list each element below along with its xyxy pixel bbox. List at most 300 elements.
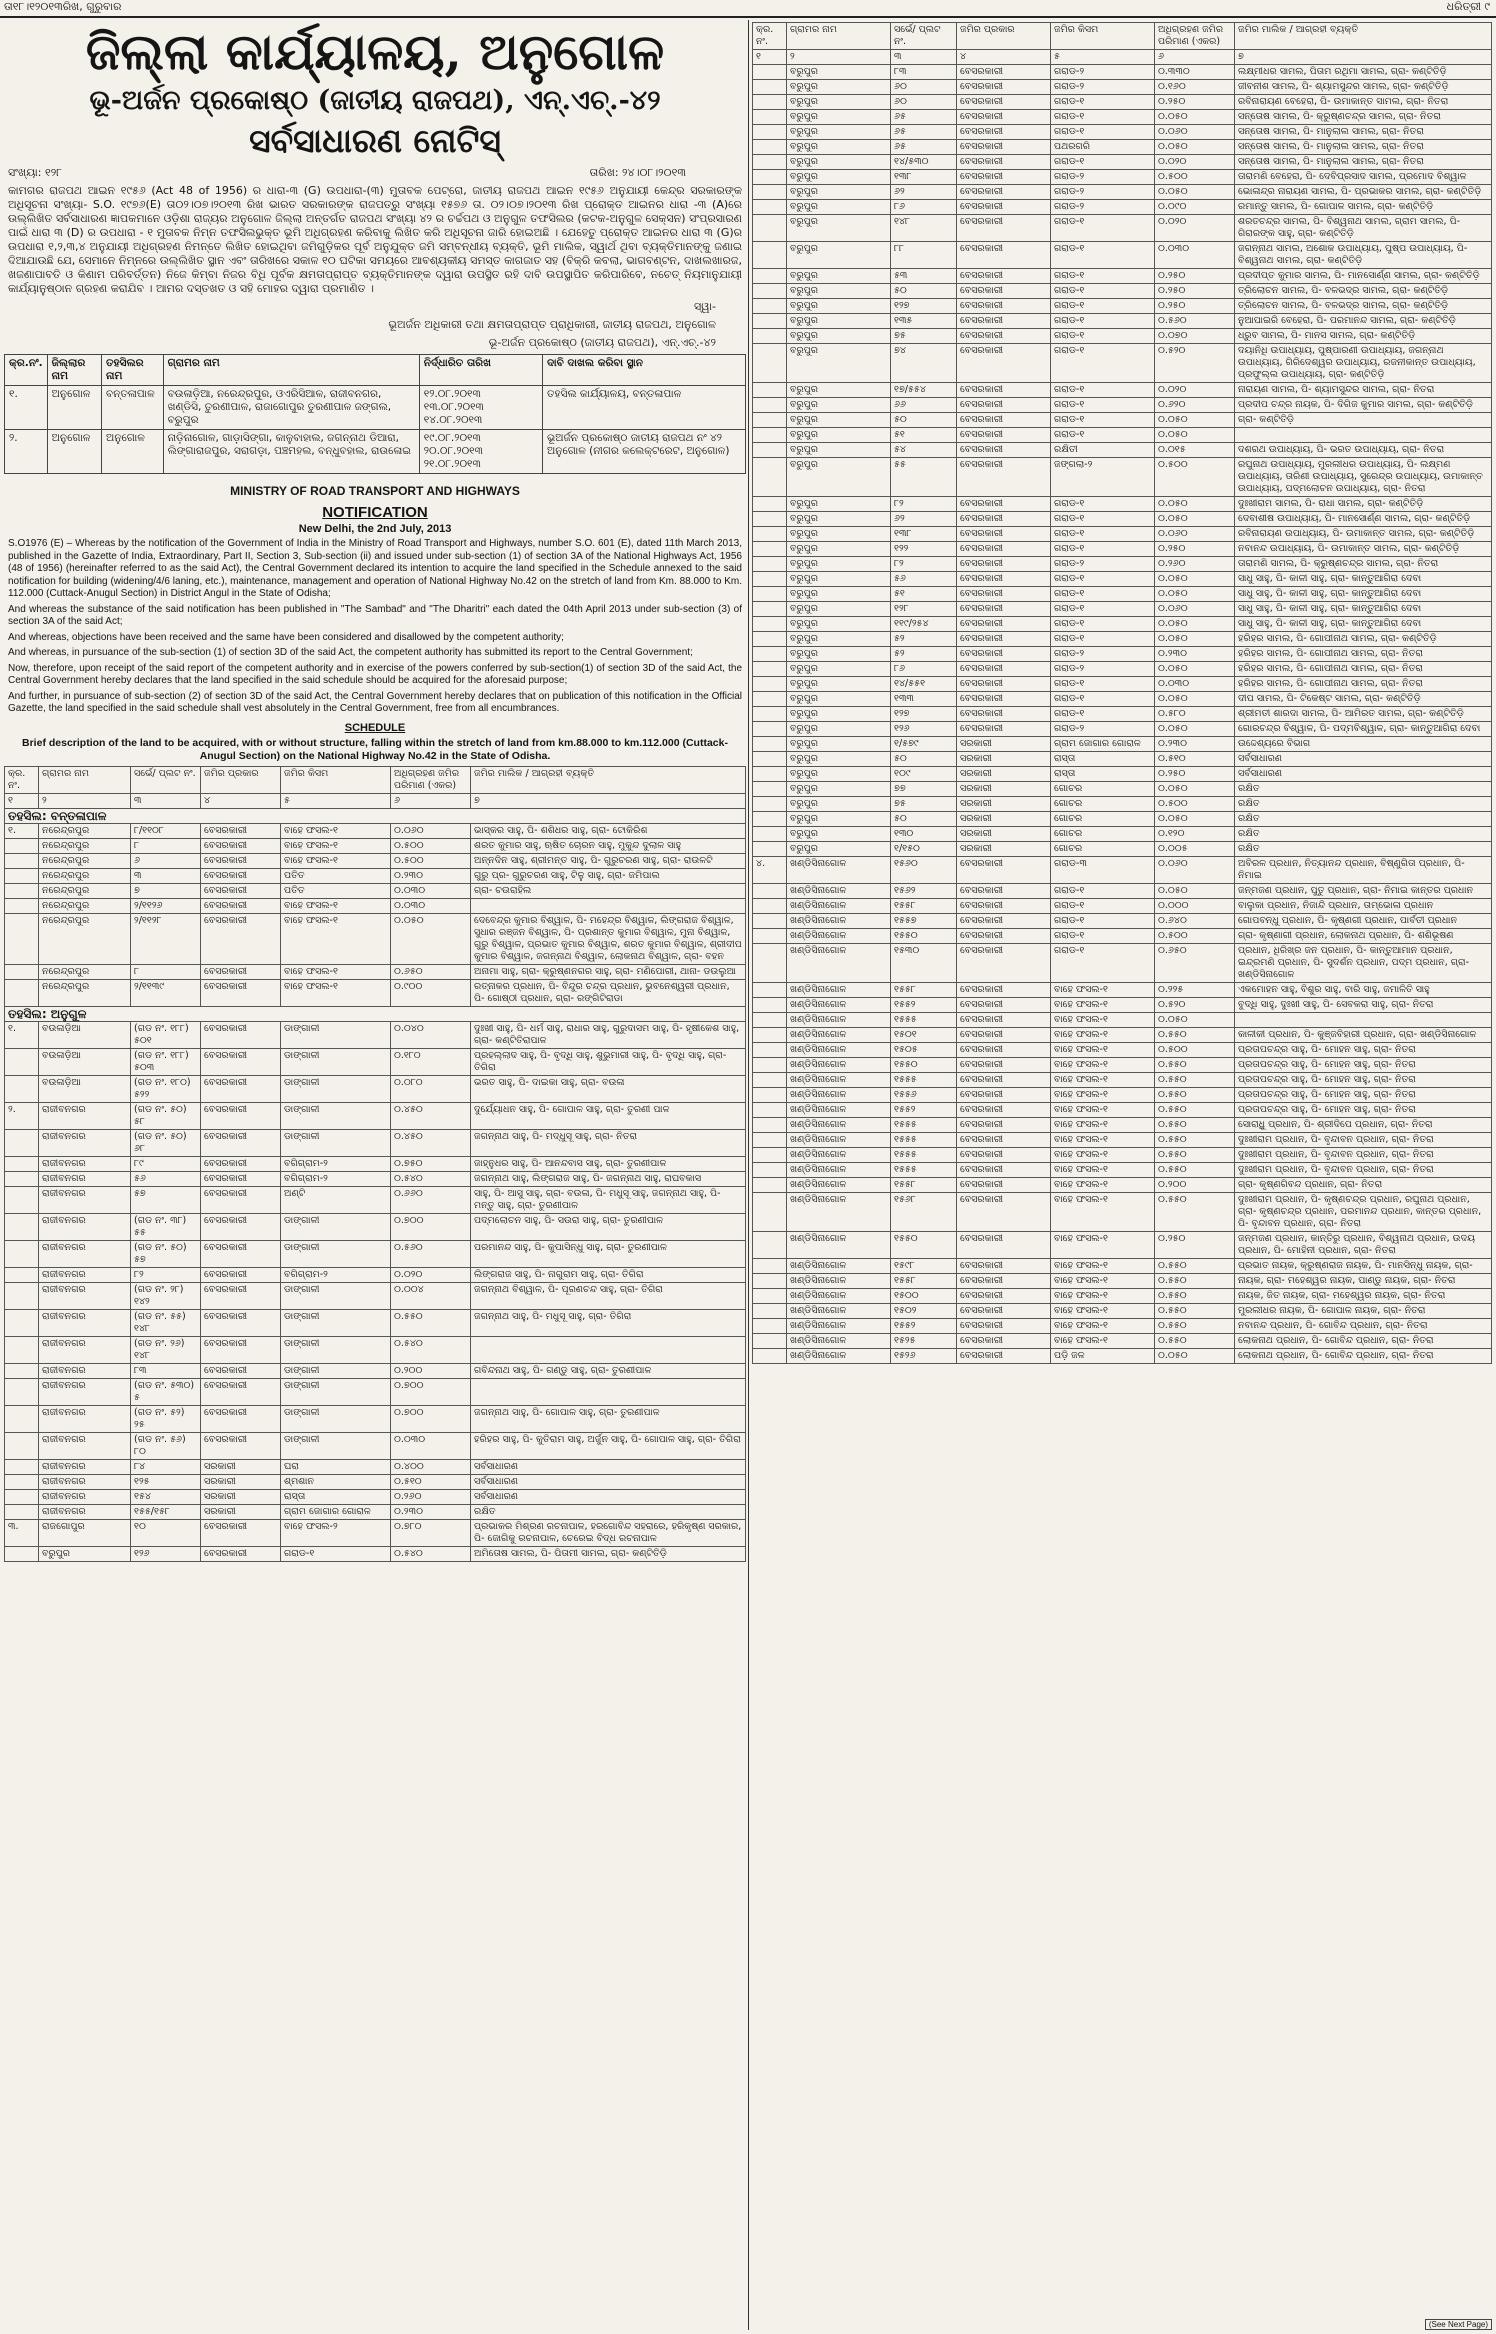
- table-cell: ଏକମୋହନ ସାହୁ, ବିଶୁର ସାହୁ, ବାରି ସାହୁ, ଜମାଳିତି ସାହୁ: [1235, 983, 1492, 998]
- table-cell: [753, 884, 787, 899]
- table-row: [753, 722, 1492, 737]
- table-row: [5, 1129, 746, 1156]
- table-cell: ବେସରକାରୀ: [957, 857, 1051, 884]
- table-cell: ୬୦: [891, 95, 957, 110]
- table-cell: ୨/୧୧୨୮: [131, 913, 201, 964]
- table-cell: ବାହେ ଫସଲ-୧: [1051, 1178, 1155, 1193]
- table-row: [753, 857, 1492, 884]
- table-cell: ୧୫୫/୧୫୮: [131, 1504, 201, 1519]
- table-cell: ୦.୫୨୦: [1155, 344, 1235, 383]
- table-cell: ୦.୦୫୦: [1155, 572, 1235, 587]
- table-cell: ଗରାଡ-୨: [1051, 200, 1155, 215]
- table-cell: ୧୫୫୮: [891, 1274, 957, 1289]
- table-cell: [5, 1267, 39, 1282]
- table-cell: ବେସରକାରୀ: [957, 1028, 1051, 1043]
- table-cell: ୮୩: [131, 1363, 201, 1378]
- table-row: [753, 110, 1492, 125]
- table-cell: ୭୫: [891, 329, 957, 344]
- table-cell: ସାହୁ, ପି- ଆସୁ ସାହୁ, ଗ୍ରା- ବଉଳା, ପି- ମଧୁସୂ ସାହୁ, ଜଗନ୍ନାଥ ସାହୁ, ପି- ମନ୍ତୁ ସାହୁ, ଗ୍ରା- ତୁରଣୀପାଳ: [471, 1186, 746, 1213]
- hearing-cell: ୧.: [5, 386, 48, 430]
- table-cell: [753, 752, 787, 767]
- table-cell: [753, 1193, 787, 1232]
- table-cell: ସନ୍ତୋଷ ସାମଲ, ପି- କ୍ରୁଷ୍ଣଚନ୍ଦ୍ର ସାମଲ, ଗ୍ରା- ନିତରା: [1235, 110, 1492, 125]
- table-cell: ୦.୫୬୦: [1155, 314, 1235, 329]
- table-cell: ୧୫୫୬: [891, 1088, 957, 1103]
- table-cell: ରାସ୍ତା: [1051, 767, 1155, 782]
- table-cell: ଗରାଡ-୨: [1051, 647, 1155, 662]
- table-cell: ବାହେ ଫସଲ-୧: [281, 913, 391, 964]
- table-cell: ବେସରକାରୀ: [957, 497, 1051, 512]
- table-cell: [5, 1048, 39, 1075]
- table-cell: ୦.୦୭୦: [1155, 329, 1235, 344]
- table-cell: [753, 1103, 787, 1118]
- table-cell: ବେସରକାରୀ: [201, 1432, 281, 1459]
- table-cell: ବରୁପୁର: [787, 344, 891, 383]
- schedule-heading: SCHEDULE: [344, 721, 406, 734]
- table-cell: ବେସରକାରୀ: [201, 1282, 281, 1309]
- table-cell: ପତିତ: [281, 868, 391, 883]
- table-cell: ୧.: [5, 823, 39, 838]
- table-cell: ବେସରକାରୀ: [201, 1102, 281, 1129]
- table-row: [753, 185, 1492, 200]
- table-cell: ଖଣ୍ଡିସିନାଗୋଳ: [787, 1349, 891, 1364]
- table-cell: ବରୁପୁର: [787, 827, 891, 842]
- table-cell: (ଗଡ ନଂ. ୫୨) ୨୫: [131, 1405, 201, 1432]
- table-cell: ବେସରକାରୀ: [957, 944, 1051, 983]
- table-cell: ୦.୫୫୦: [1155, 1334, 1235, 1349]
- table-cell: ବେସରକାରୀ: [957, 95, 1051, 110]
- table-cell: [5, 853, 39, 868]
- table-row: [753, 542, 1492, 557]
- table-cell: ସର୍ବସାଧାରଣ: [1235, 767, 1492, 782]
- table-cell: ୦.୦୬୦: [391, 823, 471, 838]
- table-cell: ରାଜୀବନଗର: [39, 1156, 131, 1171]
- table-cell: ବେସରକାରୀ: [201, 1240, 281, 1267]
- table-cell: [753, 110, 787, 125]
- table-row: [5, 1240, 746, 1267]
- table-cell: ବେସରକାରୀ: [957, 185, 1051, 200]
- table-cell: ୦.୫୫୦: [1155, 1118, 1235, 1133]
- hearing-cell: ଅନୁଗୋଳ: [47, 386, 101, 430]
- table-cell: ଗରାଡ-୧: [1051, 572, 1155, 587]
- table-cell: ଗୋଚର: [1051, 797, 1155, 812]
- table-cell: ଜୀବନୀଶ ସାମଲ, ପି- ଶ୍ୟାମସୁନ୍ଦର ସାମଲ, ଗ୍ରା- କଣ୍ଟିତିଡ଼ି: [1235, 80, 1492, 95]
- table-cell: [753, 602, 787, 617]
- table-cell: ୧୪/୫୫୧: [891, 677, 957, 692]
- table-cell: ଗରାଡ-୧: [1051, 707, 1155, 722]
- table-cell: ଦଶରଥ ଉପାଧ୍ୟାୟ, ପି- ଭରତ ଉପାଧ୍ୟାୟ, ଗ୍ରା- ନିତରା: [1235, 443, 1492, 458]
- table-cell: ବେସରକାରୀ: [957, 884, 1051, 899]
- table-cell: [753, 1088, 787, 1103]
- table-cell: ଗୁରୁ ପ୍ର- ଗୁରୁଚରଣ ସାହୁ, ଟିଳୁ ସାହୁ, ଗ୍ରା- ଜମିପାଲ: [471, 868, 746, 883]
- table-cell: ୦.୫୫୦: [1155, 1304, 1235, 1319]
- table-cell: (ଗଡ ନଂ. ୧୮୮) ୫୦୩: [131, 1048, 201, 1075]
- table-cell: [753, 125, 787, 140]
- table-cell: ୧୩୮: [891, 527, 957, 542]
- table-cell: ୧୫୫୫: [891, 1118, 957, 1133]
- table-cell: ଅବିରଳ ପ୍ରଧାନ, ନିତ୍ୟାନନ୍ଦ ପ୍ରଧାନ, ବିଷ୍ଣୁଗିତା ପ୍ରଧାନ, ପି- ନିମାଇ: [1235, 857, 1492, 884]
- table-cell: ଅନାମା ସାହୁ, ଗ୍ରା- କ୍ରୁଷ୍ଣନଗର ସାହୁ, ଗ୍ରା- ମଣିପୋରୀ, ଥାନା- ଡଉଲୁଆ: [471, 964, 746, 979]
- table-cell: ୦.୫୦୦: [391, 838, 471, 853]
- table-cell: ବାହେ ଫସଲ-୧: [1051, 998, 1155, 1013]
- table-cell: ୧୫୬୨: [891, 884, 957, 899]
- notification-p2: And whereas the substance of the said notification has been published in "The Sambad" and "The Dharitri" each dated the 04th April 2013 under sub-section (3) of section 3A of the said Act;: [8, 603, 742, 627]
- table-cell: ୧୫୫୫: [891, 1133, 957, 1148]
- table-cell: [5, 838, 39, 853]
- table-cell: ବେସରକାରୀ: [957, 428, 1051, 443]
- table-cell: ପ୍ରଭାତ ନାୟକ, କ୍ରୁଷ୍ଣରାଜ ନାୟକ, ପି- ମାନସିନ୍ଧୁ ନାୟକ, ଗ୍ରା-: [1235, 1259, 1492, 1274]
- table-cell: ବେସରକାରୀ: [957, 692, 1051, 707]
- table-cell: ଜଗନ୍ନାଥ ସାହୁ, ପି- ମଦ୍ଧୁସୂ ସାହୁ, ଗ୍ରା- ନିତରା: [471, 1129, 746, 1156]
- table-row: [753, 1148, 1492, 1163]
- table-cell: ୧୫୫୦: [891, 1232, 957, 1259]
- table-cell: ଡାଙ୍ଗାଳୀ: [281, 1102, 391, 1129]
- table-cell: ସର୍ବସାଧାରଣ: [471, 1474, 746, 1489]
- table-cell: ଦୁଃଖୀରାମ ପ୍ରଧାନ, ପି- ବୃନ୍ଦାବନ ପ୍ରଧାନ, ଗ୍ରା- ନିତରା: [1235, 1133, 1492, 1148]
- table-row: [753, 413, 1492, 428]
- table-cell: [753, 557, 787, 572]
- table-cell: ବେସରକାରୀ: [957, 707, 1051, 722]
- table-cell: ରାଜୀବନଗର: [39, 1129, 131, 1156]
- table-cell: ବେସରକାରୀ: [957, 527, 1051, 542]
- table-row: [753, 284, 1492, 299]
- table-cell: ଗ୍ରାମ ଜୋଗାର ଗୋରାଳ: [1051, 737, 1155, 752]
- table-cell: (ଗଡ ନଂ. ୫୬) ୮୦: [131, 1432, 201, 1459]
- table-cell: ୦.୨୬୦: [1155, 557, 1235, 572]
- table-cell: ୫୦: [891, 812, 957, 827]
- hearing-cell: ୧୯.୦୮.୨୦୧୩ ୨୦.୦୮.୨୦୧୩ ୨୧.୦୮.୨୦୧୩: [419, 430, 542, 474]
- column-divider: [748, 20, 749, 2330]
- table-row: [5, 1171, 746, 1186]
- table-cell: ବେସରକାରୀ: [957, 155, 1051, 170]
- table-cell: ୦.୦୫୦: [1155, 497, 1235, 512]
- hearing-body: [5, 386, 746, 474]
- table-row: [753, 647, 1492, 662]
- table-cell: ୦.୦୩୦: [391, 898, 471, 913]
- table-cell: ୧୫୦୫: [891, 1043, 957, 1058]
- table-cell: ୧୫୫୫: [891, 1148, 957, 1163]
- signature-line1: ଭୂଅର୍ଜନ ଅଧିକାରୀ ତଥା କ୍ଷମତାପ୍ରାପ୍ତ ପ୍ରାଧିକାରୀ, ଜାତୀୟ ରାଜପଥ, ଅନୁଗୋଳ: [388, 318, 716, 331]
- table-cell: ଶରତଚନ୍ଦ୍ର ସାମଲ, ପି- ବିଶ୍ୱନାଥ ସାମଲ, ଗ୍ରାମ ସାମଲ, ପି- ଗିରାରଙ୍କ ସାହୁ, ଗ୍ରା- କଣ୍ଟିତିଡ଼ି: [1235, 215, 1492, 242]
- table-cell: [753, 998, 787, 1013]
- table-row: [753, 344, 1492, 383]
- table-row: [753, 899, 1492, 914]
- table-cell: ୧.: [5, 1021, 39, 1048]
- table-cell: ସନ୍ତୋଷ ସାମଲ, ପି- ମାନୁଲାଲ ସାମଲ, ଗ୍ରା- ନିତରା: [1235, 155, 1492, 170]
- table-cell: [5, 1129, 39, 1156]
- table-cell: [5, 1363, 39, 1378]
- table-cell: ରତ୍ନାକର ପ୍ରଧାନ, ପି- ବିନ୍ଦୁର ଚନ୍ଦ୍ର ପ୍ରଧାନ, ଭୁବନେଶ୍ୱରୀ ପ୍ରଧାନ, ପି- ଗୋଷ୍ଠୀ ପ୍ରଧାନ, ଗ୍ରା- ରଙ୍ଗିଟିରାଡା: [471, 979, 746, 1006]
- table-cell: ୦.୨୩୦: [391, 868, 471, 883]
- table-cell: ବାହେ ଫସଲ-୧: [1051, 1133, 1155, 1148]
- table-row: [753, 1274, 1492, 1289]
- table-row: [753, 1259, 1492, 1274]
- table-cell: [753, 1028, 787, 1043]
- table-cell: ବଗିଗ୍ରାମ-୨: [281, 1171, 391, 1186]
- table-cell: ସାଧୁ ସାହୁ, ପି- କାଳୀ ସାହୁ, ଗ୍ରା- କାନ୍ତୁଆଗିରା ଦେବା: [1235, 587, 1492, 602]
- table-cell: ବେସରକାରୀ: [957, 557, 1051, 572]
- table-cell: ୦.୫୫୦: [1155, 1148, 1235, 1163]
- table-cell: ଗ୍ରା- କୃଷ୍ଣଗିବନ୍ଦ ପ୍ରଧାନ, ଗ୍ରା- ନିତରା: [1235, 1178, 1492, 1193]
- table-cell: [5, 1309, 39, 1336]
- table-cell: [471, 1336, 746, 1363]
- table-cell: ୦.୦୫୦: [1155, 884, 1235, 899]
- table-cell: ନାୟକ, ଜିତ ନାୟକ, ଗ୍ରା- ମହେଶ୍ୱର ନାୟକ, ଗ୍ରା- ନିତରା: [1235, 1289, 1492, 1304]
- table-cell: ବେସରକାରୀ: [957, 329, 1051, 344]
- table-cell: ଖଣ୍ଡିସିନାଗୋଳ: [787, 944, 891, 983]
- schedule-colnum-cell: ୭: [471, 793, 746, 808]
- table-cell: [753, 737, 787, 752]
- table-cell: ବରୁପୁର: [787, 632, 891, 647]
- table-row: [753, 1028, 1492, 1043]
- table-cell: ୧୦: [131, 1519, 201, 1546]
- notice-date: ତାରିଖ: ୨୪।୦୮।୨୦୧୩: [589, 166, 686, 179]
- table-cell: ୧୧୯/୨୫୪: [891, 617, 957, 632]
- table-cell: ଅଣ୍ଟି: [281, 1186, 391, 1213]
- table-cell: ବଉଳାଡ଼ିଆ: [39, 1075, 131, 1102]
- table-cell: ୧୫୫୫: [891, 1163, 957, 1178]
- schedule-body-left: [5, 808, 746, 1561]
- table-cell: ବରୁପୁର: [787, 692, 891, 707]
- table-cell: ବେସରକାରୀ: [201, 1336, 281, 1363]
- table-cell: ୦.୫୦୦: [1155, 929, 1235, 944]
- table-cell: ଗରାଡ-୧: [1051, 383, 1155, 398]
- schedule-header-cell: ଜମିର କିସମ: [281, 766, 391, 793]
- table-cell: ବେସରକାରୀ: [957, 1304, 1051, 1319]
- table-cell: ୦.୫୫୦: [1155, 1028, 1235, 1043]
- table-row: [753, 797, 1492, 812]
- table-cell: ୦.୭୮୦: [391, 1519, 471, 1546]
- schedule-header-cell: ଜମିର ପ୍ରକାର: [201, 766, 281, 793]
- table-cell: ଗରାଡ-୧: [1051, 899, 1155, 914]
- table-cell: ହରିହର ସାମଲ, ପି- ଗୋପୀନାଥ ସାମଲ, ଗ୍ରା- କଣ୍ଟିତିଡ଼ି: [1235, 632, 1492, 647]
- table-cell: [753, 1334, 787, 1349]
- table-row: [753, 944, 1492, 983]
- table-cell: ହରିହର ସାମଲ, ପି- ଗୋପୀନାଥ ସାମଲ, ଗ୍ରା- ନିତରା: [1235, 647, 1492, 662]
- schedule-body-right: [753, 65, 1492, 1364]
- table-row: [5, 1504, 746, 1519]
- table-cell: ବେସରକାରୀ: [957, 632, 1051, 647]
- table-cell: ପଥରଗରି: [1051, 140, 1155, 155]
- table-cell: ବେସରକାରୀ: [957, 299, 1051, 314]
- table-cell: [753, 782, 787, 797]
- table-cell: ବେସରକାରୀ: [957, 80, 1051, 95]
- table-cell: ବେସରକାରୀ: [957, 512, 1051, 527]
- table-cell: [753, 344, 787, 383]
- table-cell: ବରୁପୁର: [787, 329, 891, 344]
- table-cell: ଡାଙ୍ଗାଳୀ: [281, 1240, 391, 1267]
- table-cell: ନବାନନ୍ଦ ଉପାଧ୍ୟାୟ, ପି- ଉମାକାନ୍ତ ସାମଲ, ଗ୍ରା- କଣ୍ଟିତିଡ଼ି: [1235, 542, 1492, 557]
- table-cell: ବେସରକାରୀ: [957, 140, 1051, 155]
- table-cell: ବେସରକାରୀ: [201, 868, 281, 883]
- table-cell: ରକ୍ଷିତ: [1235, 842, 1492, 857]
- table-row: [753, 842, 1492, 857]
- table-cell: ବେସରକାରୀ: [957, 677, 1051, 692]
- table-cell: ଖଣ୍ଡିସିନାଗୋଳ: [787, 1028, 891, 1043]
- table-cell: ୮୮: [891, 242, 957, 269]
- table-cell: ବାହେ ଫସଲ-୧: [281, 823, 391, 838]
- table-cell: ପଡ଼ି ଜଳ: [1051, 1349, 1155, 1364]
- table-cell: ୧୨୫: [131, 1474, 201, 1489]
- table-cell: ୦.୦୫୦: [1155, 617, 1235, 632]
- table-cell: ୦.୭୦୦: [391, 1213, 471, 1240]
- table-cell: ରାସ୍ତା: [281, 1489, 391, 1504]
- table-cell: ଖଣ୍ଡିସିନାଗୋଳ: [787, 1133, 891, 1148]
- table-cell: ବେସରକାରୀ: [957, 1178, 1051, 1193]
- table-cell: ବରୁପୁର: [787, 587, 891, 602]
- notification-p6: And further, in pursuance of sub-section (2) of section 3D of the said Act, the Central Government hereby declares that on publication of this notification in the Official Gazette, the land specified in the said schedule shall vest absolutely in the Central Government, free from all encumbrances.: [8, 690, 742, 714]
- table-cell: [753, 383, 787, 398]
- table-cell: ରମାନ୍ତୁ ସାମଲ, ପି- ଗୋପାଳ ସାମଲ, ଗ୍ରା- କଣ୍ଟିତିଡ଼ି: [1235, 200, 1492, 215]
- table-cell: ଜଗନ୍ନାଥ ସାମଲ, ଅଶୋକ ଉପାଧ୍ୟାୟ, ପୁଷ୍ପ ଉପାଧ୍ୟାୟ, ପି- ବିଶ୍ୱନାଥ ସାମଲ, ଗ୍ରା- କଣ୍ଟିତିଡ଼ି: [1235, 242, 1492, 269]
- table-cell: ୦.୭୫୦: [391, 1156, 471, 1171]
- table-cell: ଗରାଡ-୧: [1051, 344, 1155, 383]
- table-row: [753, 677, 1492, 692]
- table-cell: ୦.୩୩୦: [1155, 65, 1235, 80]
- table-cell: [753, 707, 787, 722]
- table-cell: ଡାଙ୍ଗାଳୀ: [281, 1405, 391, 1432]
- table-cell: ଜଗନ୍ନାଥ ସାହୁ, ପି- ଗୋପାଳ ସାହୁ, ଗ୍ରା- ତୁରଣୀପାଳ: [471, 1405, 746, 1432]
- table-cell: ୦.୪୫୦: [391, 1129, 471, 1156]
- schedule-header-cell: ସର୍ଭେ/ ପ୍ଲଟ ନଂ.: [891, 23, 957, 50]
- table-cell: ଗରାଡ-୧: [1051, 527, 1155, 542]
- table-row: [5, 1378, 746, 1405]
- table-row: [753, 1232, 1492, 1259]
- table-cell: ନାୟକ, ଗ୍ରା- ମହେଶ୍ୱର ନାୟକ, ପାଣ୍ଡୁ ନାୟକ, ଗ୍ରା- ନିତରା: [1235, 1274, 1492, 1289]
- table-cell: ବରୁପୁର: [787, 542, 891, 557]
- table-row: [753, 1349, 1492, 1364]
- table-cell: ନରେନ୍ଦ୍ରପୁର: [39, 868, 131, 883]
- table-cell: [471, 898, 746, 913]
- table-cell: ଖଣ୍ଡିସିନାଗୋଳ: [787, 1148, 891, 1163]
- table-cell: ଅମିତୋଷ ସାମଲ, ପି- ପିତାମୀ ସାମଲ, ଗ୍ରା- କଣ୍ଟିତିଡ଼ି: [471, 1546, 746, 1561]
- table-cell: (ଗଡ ନଂ. ୫୫) ୧୪୮: [131, 1309, 201, 1336]
- table-cell: ୦.୦୯୦: [1155, 200, 1235, 215]
- table-cell: ୮୨: [131, 1267, 201, 1282]
- table-cell: ବେସରକାରୀ: [201, 1156, 281, 1171]
- table-cell: [5, 1156, 39, 1171]
- table-cell: ରାଜୀବନଗର: [39, 1309, 131, 1336]
- table-cell: ଗରାଡ-୧: [1051, 944, 1155, 983]
- table-cell: ବେସରକାରୀ: [201, 1363, 281, 1378]
- table-cell: [753, 95, 787, 110]
- table-row: [753, 929, 1492, 944]
- table-cell: ବରୁପୁର: [787, 707, 891, 722]
- table-cell: ୬୬: [891, 398, 957, 413]
- table-row: [5, 1459, 746, 1474]
- table-cell: ଦୁଃଖୀରାମ ପ୍ରଧାନ, ପି- ବୃନ୍ଦାବନ ପ୍ରଧାନ, ଗ୍ରା- ନିତରା: [1235, 1148, 1492, 1163]
- table-cell: ୦.୫୫୦: [1155, 1193, 1235, 1232]
- table-cell: ୭୭: [891, 782, 957, 797]
- table-cell: ଖଣ୍ଡିସିନାଗୋଳ: [787, 1058, 891, 1073]
- table-cell: ବାହେ ଫସଲ-୧: [1051, 1334, 1155, 1349]
- table-row: [5, 883, 746, 898]
- table-cell: ଦେବାଶୀଷ ଉପାଧ୍ୟାୟ, ପି- ମାନସୋର୍ଣ୍ଣ ସାମଲ, ଗ୍ରା- କଣ୍ଟିତିଡ଼ି: [1235, 512, 1492, 527]
- schedule-colnum-cell: ୬: [391, 793, 471, 808]
- table-cell: ସରକାରୀ: [957, 737, 1051, 752]
- table-cell: ସରକାରୀ: [957, 752, 1051, 767]
- table-cell: ବେସରକାରୀ: [201, 1129, 281, 1156]
- table-row: [753, 662, 1492, 677]
- table-cell: [753, 1304, 787, 1319]
- table-cell: ୦.୦୦୦: [1155, 899, 1235, 914]
- table-row: [753, 65, 1492, 80]
- table-cell: ୦.୫୧୦: [391, 1474, 471, 1489]
- table-cell: [753, 1232, 787, 1259]
- table-cell: ବରୁପୁର: [787, 80, 891, 95]
- table-cell: [753, 722, 787, 737]
- table-cell: ସରକାରୀ: [201, 1474, 281, 1489]
- table-cell: ବଉଳାଡ଼ିଆ: [39, 1021, 131, 1048]
- table-cell: ୦.୫୫୦: [1155, 1133, 1235, 1148]
- table-cell: ନରେନ୍ଦ୍ରପୁର: [39, 898, 131, 913]
- table-cell: ୧୫୬୮: [891, 1193, 957, 1232]
- table-cell: ୦.୦୨୦: [1155, 215, 1235, 242]
- table-cell: ବେସରକାରୀ: [957, 899, 1051, 914]
- table-cell: ବେସରକାରୀ: [201, 823, 281, 838]
- table-cell: ୮୪: [131, 1459, 201, 1474]
- table-row: [5, 1156, 746, 1171]
- table-cell: ବରୁପୁର: [787, 458, 891, 497]
- table-cell: ନାରାୟଣ ସାମଲ, ପି- ଶ୍ୟାମସୁନ୍ଦର ସାମଲ, ଗ୍ରା- ନିତରା: [1235, 383, 1492, 398]
- schedule-header-cell: ଜମିର ମାଲିକ / ଆଗ୍ରହୀ ବ୍ୟକ୍ତି: [1235, 23, 1492, 50]
- table-cell: ବାହେ ଫସଲ-୧: [1051, 1043, 1155, 1058]
- table-cell: (ଗଡ ନଂ. ୫୦) ୬୮: [131, 1129, 201, 1156]
- table-cell: ୦.୦୫୦: [1155, 812, 1235, 827]
- table-cell: [5, 1186, 39, 1213]
- schedule-table-left: [4, 766, 746, 1562]
- signature-line2: ଭୂ-ଅର୍ଜନ ପ୍ରକୋଷ୍ଠ (ଜାତୀୟ ରାଜପଥ), ଏନ୍.ଏଚ୍.-୪୨: [488, 336, 716, 349]
- table-cell: [5, 1336, 39, 1363]
- table-cell: ଗରାଡ-୧: [1051, 587, 1155, 602]
- table-cell: ୮୨: [891, 557, 957, 572]
- table-cell: [753, 632, 787, 647]
- table-cell: ପ୍ରହଲ୍ଲାଦ ସାହୁ, ପି- ବୃଦ୍ଧି ସାହୁ, ଶୁଭୁମାରୀ ସାହୁ, ପି- ବୃଦ୍ଧି ସାହୁ, ଗ୍ରା- ତିଗିରା: [471, 1048, 746, 1075]
- table-cell: ନରେନ୍ଦ୍ରପୁର: [39, 853, 131, 868]
- table-cell: ବେସରକାରୀ: [957, 284, 1051, 299]
- table-cell: ତ୍ରିଲୋଚନ ସାମଲ, ପି- ବଳଭଦ୍ର ସାମଲ, ଗ୍ରା- କଣ୍ଟିତିଡ଼ି: [1235, 299, 1492, 314]
- table-cell: ୦.୬୫୦: [1155, 944, 1235, 983]
- table-cell: ୧/୫୭୯: [891, 737, 957, 752]
- table-cell: ବରୁପୁର: [787, 215, 891, 242]
- table-cell: ୦.୦୫୦: [1155, 1349, 1235, 1364]
- hearing-header-cell: ଜିଲ୍ଲାର ନାମ: [47, 355, 101, 386]
- table-cell: ବାହେ ଫସଲ-୧: [1051, 1274, 1155, 1289]
- table-cell: ୪.: [753, 857, 787, 884]
- table-cell: ଜଗନ୍ନାଥ ବିଶ୍ୱାଳ, ପି- ପୂରଣଚନ୍ଦ ସାହୁ, ଗ୍ରା- ତିଗିରା: [471, 1282, 746, 1309]
- table-cell: ତାରାମଣି ସାମଲ, ପି- କ୍ରୁଷ୍ଣଚନ୍ଦ୍ର ସାମଲ, ଗ୍ରା- ନିତରା: [1235, 557, 1492, 572]
- table-cell: ୫୦: [891, 752, 957, 767]
- notification-p5: Now, therefore, upon receipt of the said report of the competent authority and in exercise of the powers conferred by sub-section(1) of section 3D of the said Act, the Central Government hereby declares that the land specified in the said schedule should be acquired for the aforesaid purpose;: [8, 662, 742, 686]
- table-cell: ୧୪/୫୩୦: [891, 155, 957, 170]
- table-row: [753, 497, 1492, 512]
- table-cell: ଡାଙ୍ଗାଳୀ: [281, 1378, 391, 1405]
- table-cell: ୧୨୨: [891, 542, 957, 557]
- table-cell: ବେସରକାରୀ: [201, 1186, 281, 1213]
- table-row: [5, 1489, 746, 1504]
- table-cell: ହରିହର ସାମଲ, ପି- ଗୋପୀନାଥ ସାମଲ, ଗ୍ରା- ନିତରା: [1235, 677, 1492, 692]
- table-cell: ପ୍ରଦୀପ୍ତ କୁମାର ସାମଲ, ପି- ମାନସୋର୍ଣ୍ଣ ସାମଲ, ଗ୍ରା- କଣ୍ଟିତିଡ଼ି: [1235, 269, 1492, 284]
- table-cell: ବାହେ ଫସଲ-୧: [281, 838, 391, 853]
- hearing-cell: ଅନୁଗୋଳ: [102, 430, 164, 474]
- schedule-colnum-cell: ୩: [131, 793, 201, 808]
- table-cell: ୦.୫୦୦: [1155, 1043, 1235, 1058]
- table-cell: [753, 662, 787, 677]
- table-cell: ୫୪: [891, 443, 957, 458]
- table-cell: ୫୬: [891, 572, 957, 587]
- table-cell: ସରକାରୀ: [957, 842, 1051, 857]
- table-cell: ନରେନ୍ଦ୍ରପୁର: [39, 883, 131, 898]
